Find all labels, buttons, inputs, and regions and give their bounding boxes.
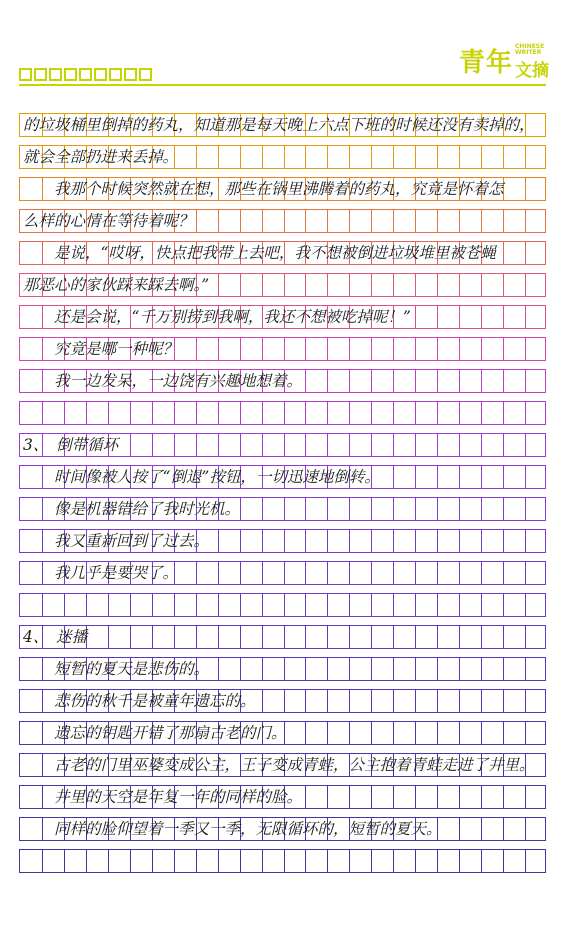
handwritten-line: 4、 迷播 [23, 628, 88, 646]
handwritten-line: 像是机器错给了我时光机。 [23, 500, 241, 518]
handwritten-line: 古老的门里巫婆变成公主，王子变成青蛙，公主抱着青蛙走进了井里。 [23, 756, 535, 774]
grid-row [19, 753, 546, 777]
grid-row [19, 145, 546, 169]
header-box [79, 68, 92, 81]
handwritten-line: 时间像被人按了“倒退”按钮，一切迅速地倒转。 [23, 468, 380, 486]
grid-row [19, 305, 546, 329]
header-box [34, 68, 47, 81]
grid-cells [19, 849, 546, 873]
grid-row [19, 657, 546, 681]
header-box [64, 68, 77, 81]
logo-subtitle: 文摘 [515, 61, 549, 81]
handwritten-line: 是说，“哎呀，快点把我带上去吧，我不想被倒进垃圾堆里被苍蝇 [23, 244, 496, 262]
header-box [49, 68, 62, 81]
grid-row [19, 721, 546, 745]
handwritten-line: 就会全部扔进来丢掉。 [23, 148, 179, 166]
grid-row [19, 785, 546, 809]
grid-row [19, 369, 546, 393]
header-boxes [19, 68, 152, 81]
grid-row [19, 529, 546, 553]
grid-row [19, 241, 546, 265]
grid-row [19, 689, 546, 713]
header-box [19, 68, 32, 81]
grid-row [19, 849, 546, 873]
grid-row [19, 465, 546, 489]
grid-row [19, 817, 546, 841]
grid-row [19, 561, 546, 585]
grid-row [19, 273, 546, 297]
grid-row [19, 337, 546, 361]
logo-title: 青年 [459, 48, 514, 78]
handwritten-line: 我一边发呆，一边饶有兴趣地想着。 [23, 372, 303, 390]
grid-row [19, 593, 546, 617]
handwritten-line: 短暂的夏天是悲伤的。 [23, 660, 210, 678]
handwritten-line: 我那个时候突然就在想，那些在锅里沸腾着的药丸，究竟是怀着怎 [23, 180, 504, 198]
handwritten-line: 的垃圾桶里倒掉的药丸，知道那是每天晚上六点下班的时候还没有卖掉的， [23, 116, 535, 134]
handwritten-line: 我又重新回到了过去。 [23, 532, 210, 550]
header-box [109, 68, 122, 81]
handwritten-line: 还是会说，“千万别捞到我啊，我还不想被吃掉呢！” [23, 308, 411, 326]
grid-row [19, 433, 546, 457]
handwritten-line: 悲伤的秋千是被童年遗忘的。 [23, 692, 256, 710]
handwritten-line: 遗忘的钥匙开错了那扇古老的门。 [23, 724, 287, 742]
grid-row [19, 401, 546, 425]
handwritten-line: 究竟是哪一种呢？ [23, 340, 179, 358]
grid-row [19, 113, 546, 137]
header-box [139, 68, 152, 81]
header-box [124, 68, 137, 81]
handwritten-line: 么样的心情在等待着呢？ [23, 212, 194, 230]
magazine-logo [459, 40, 551, 80]
grid-cells [19, 593, 546, 617]
header-divider [19, 84, 546, 86]
grid-row [19, 177, 546, 201]
handwritten-line: 井里的天空是年复一年的同样的脸。 [23, 788, 303, 806]
header-box [94, 68, 107, 81]
logo-english: CHINESE WRITER [515, 43, 545, 56]
grid-cells [19, 625, 546, 649]
grid-row [19, 497, 546, 521]
grid-row [19, 625, 546, 649]
grid-cells [19, 401, 546, 425]
handwritten-line: 同样的脸仰望着一季又一季，无限循环的，短暂的夏天。 [23, 820, 442, 838]
grid-row [19, 209, 546, 233]
grid-paper [19, 113, 546, 881]
handwritten-line: 3、 倒带循环 [23, 436, 119, 454]
handwritten-line: 我几乎是要哭了。 [23, 564, 179, 582]
handwritten-line: 那恶心的家伙踩来踩去啊。” [23, 276, 210, 294]
